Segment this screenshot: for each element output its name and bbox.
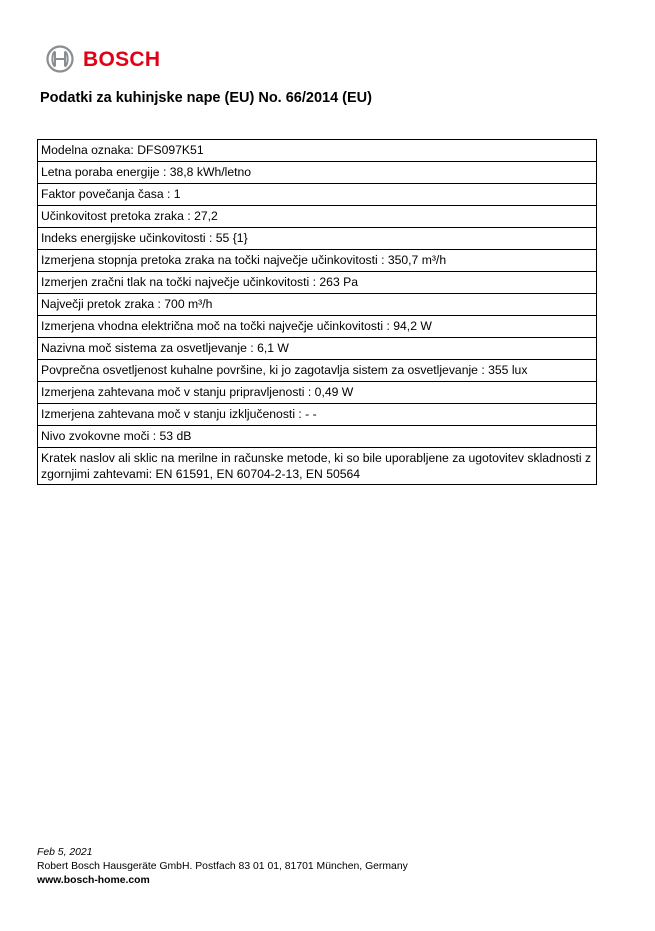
table-row <box>38 228 597 250</box>
footer-date: Feb 5, 2021 <box>37 847 93 858</box>
spec-table <box>37 139 597 485</box>
spec-illumination: Povprečna osvetljenost kuhalne površine, ki jo zagotavlja sistem za osvetljevanje : 355 lux <box>38 360 597 382</box>
spec-methods: Kratek naslov ali sklic na merilne in računske metode, ki so bile uporabljene za ugotovitev skladnosti z zgornjimi zahtevami: EN 61591, EN 60704-2-13, EN 50564 <box>38 448 597 485</box>
footer <box>37 846 408 888</box>
brand-name: BOSCH <box>83 47 161 71</box>
table-row <box>38 338 597 360</box>
table-row <box>38 360 597 382</box>
table-row <box>38 404 597 426</box>
table-row <box>38 206 597 228</box>
table-row <box>38 140 597 162</box>
bosch-armature-icon <box>46 45 74 73</box>
footer-address: Robert Bosch Hausgeräte GmbH. Postfach 83 01 01, 81701 München, Germany <box>37 861 408 872</box>
table-row <box>38 272 597 294</box>
spec-standby-power: Izmerjena zahtevana moč v stanju pripravljenosti : 0,49 W <box>38 382 597 404</box>
spec-model: Modelna oznaka: DFS097K51 <box>38 140 597 162</box>
spec-sound-power: Nivo zvokovne moči : 53 dB <box>38 426 597 448</box>
spec-lighting-power: Nazivna moč sistema za osvetljevanje : 6,1 W <box>38 338 597 360</box>
table-row <box>38 426 597 448</box>
spec-max-airflow: Največji pretok zraka : 700 m³/h <box>38 294 597 316</box>
table-row <box>38 316 597 338</box>
spec-air-pressure: Izmerjen zračni tlak na točki največje učinkovitosti : 263 Pa <box>38 272 597 294</box>
spec-time-factor: Faktor povečanja časa : 1 <box>38 184 597 206</box>
spec-airflow-efficiency: Učinkovitost pretoka zraka : 27,2 <box>38 206 597 228</box>
table-row <box>38 184 597 206</box>
footer-website: www.bosch-home.com <box>37 875 150 886</box>
spec-energy-index: Indeks energijske učinkovitosti : 55 {1} <box>38 228 597 250</box>
table-row <box>38 294 597 316</box>
spec-airflow-rate: Izmerjena stopnja pretoka zraka na točki največje učinkovitosti : 350,7 m³/h <box>38 250 597 272</box>
bosch-logo <box>46 44 160 74</box>
spec-off-power: Izmerjena zahtevana moč v stanju izključenosti : - - <box>38 404 597 426</box>
spec-input-power: Izmerjena vhodna električna moč na točki največje učinkovitosti : 94,2 W <box>38 316 597 338</box>
table-row <box>38 250 597 272</box>
spec-annual-energy: Letna poraba energije : 38,8 kWh/letno <box>38 162 597 184</box>
table-row <box>38 448 597 485</box>
table-row <box>38 382 597 404</box>
table-row <box>38 162 597 184</box>
document-title: Podatki za kuhinjske nape (EU) No. 66/2014 (EU) <box>40 90 372 106</box>
